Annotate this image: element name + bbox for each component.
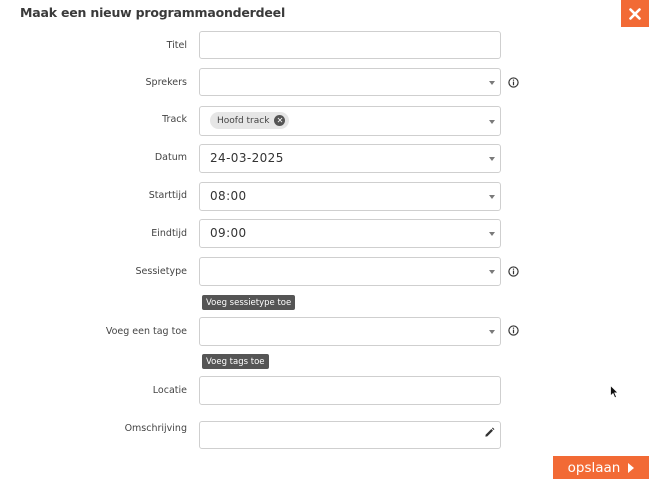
- save-label: opslaan: [567, 459, 621, 476]
- end-time-select[interactable]: [199, 219, 501, 248]
- chevron-down-icon: [489, 120, 495, 124]
- save-button[interactable]: [553, 456, 649, 479]
- chevron-down-icon: [489, 81, 495, 85]
- chevron-down-icon: [489, 330, 495, 334]
- pencil-icon[interactable]: [484, 427, 495, 438]
- info-icon[interactable]: [508, 77, 519, 88]
- track-select[interactable]: [199, 106, 501, 136]
- tag-select[interactable]: [199, 317, 501, 346]
- location-input[interactable]: [199, 376, 501, 405]
- chevron-down-icon: [489, 270, 495, 274]
- info-icon[interactable]: [508, 266, 519, 277]
- date-value: 24-03-2025: [210, 151, 284, 165]
- start-time-select[interactable]: [199, 182, 501, 211]
- end-time-label: Eindtijd: [151, 228, 187, 239]
- speakers-label: Sprekers: [145, 77, 187, 88]
- remove-chip-icon[interactable]: ✕: [274, 115, 285, 126]
- add-session-type-button[interactable]: Voeg sessietype toe: [202, 295, 295, 310]
- description-label: Omschrijving: [124, 423, 187, 434]
- mouse-cursor-icon: [610, 385, 619, 399]
- close-icon: [629, 8, 641, 20]
- caret-right-icon: [628, 463, 634, 473]
- chevron-down-icon: [489, 195, 495, 199]
- session-type-label: Sessietype: [135, 266, 187, 277]
- session-type-select[interactable]: [199, 257, 501, 286]
- speakers-select[interactable]: [199, 68, 501, 96]
- tag-label: Voeg een tag toe: [105, 326, 187, 337]
- modal-title: Maak een nieuw programmaonderdeel: [20, 5, 286, 20]
- title-input[interactable]: [199, 31, 501, 59]
- start-time-value: 08:00: [210, 189, 247, 203]
- end-time-value: 09:00: [210, 226, 247, 240]
- track-label: Track: [162, 114, 187, 125]
- start-time-label: Starttijd: [148, 190, 187, 201]
- chevron-down-icon: [489, 157, 495, 161]
- date-select[interactable]: [199, 144, 501, 173]
- description-input[interactable]: [199, 421, 501, 449]
- chevron-down-icon: [489, 232, 495, 236]
- close-button[interactable]: [621, 0, 649, 27]
- date-label: Datum: [154, 152, 187, 163]
- track-chip-label: Hoofd track: [217, 115, 270, 126]
- location-label: Locatie: [152, 385, 187, 396]
- info-icon[interactable]: [508, 325, 519, 336]
- track-chip: [210, 112, 289, 129]
- add-tags-button[interactable]: Voeg tags toe: [202, 354, 269, 369]
- title-label: Titel: [166, 40, 187, 51]
